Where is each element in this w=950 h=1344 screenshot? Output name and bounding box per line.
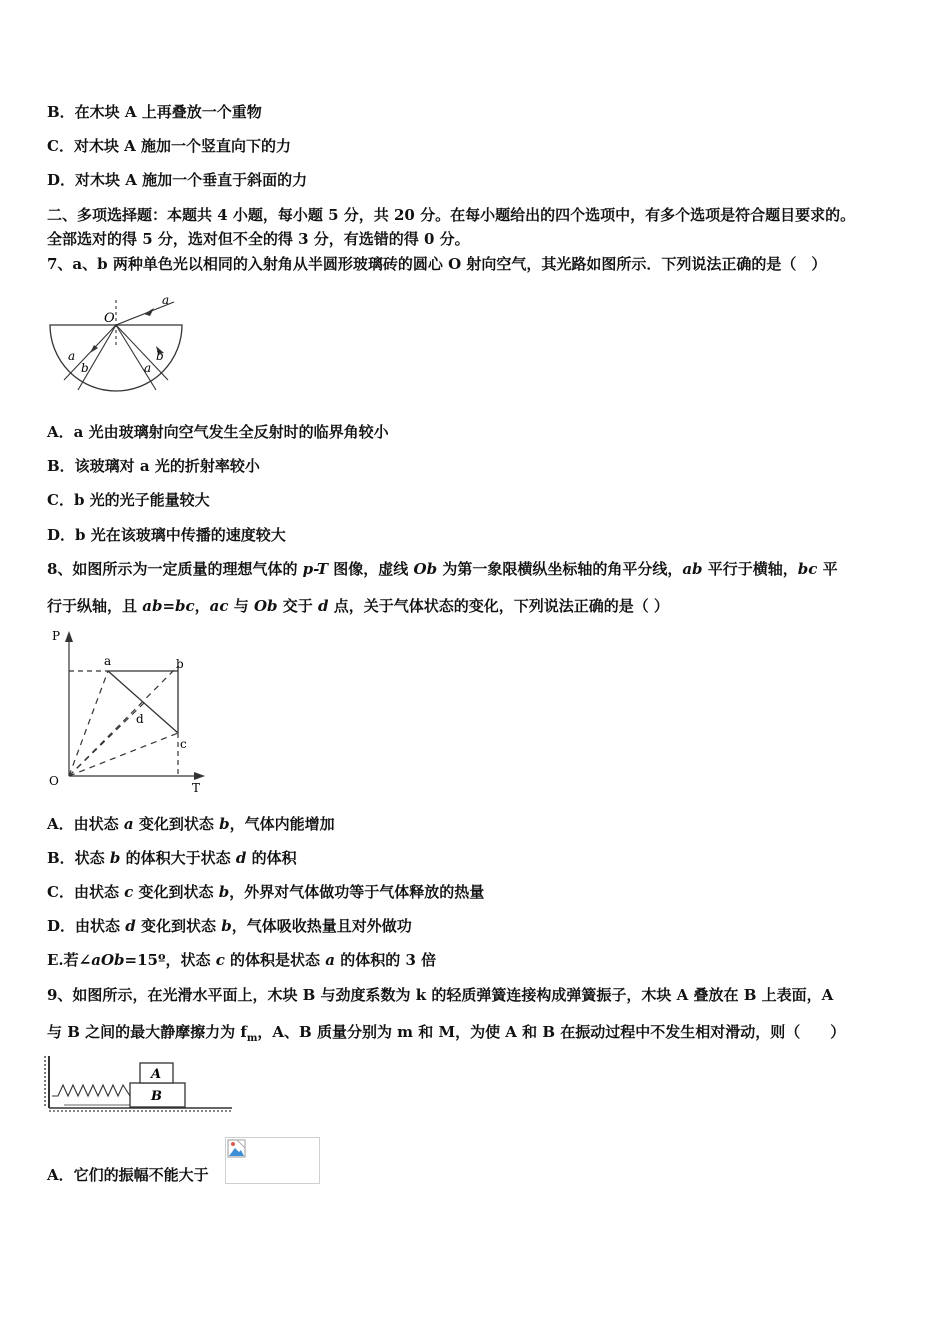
text: C．对木块 (47, 137, 125, 155)
ray (78, 325, 116, 390)
text: 的体积 (246, 849, 297, 867)
option-d-prev (47, 170, 307, 190)
text: 的体积大于状态 (120, 849, 236, 867)
q7-option-d: D．b 光在该玻璃中传播的速度较大 (47, 526, 286, 544)
arrow (90, 345, 98, 353)
point-c-label: c (180, 737, 187, 751)
text: Ob (253, 597, 278, 615)
text: ac (209, 597, 229, 615)
text: 的体积是状态 (224, 951, 326, 969)
figure-8-pt-diagram (44, 628, 214, 796)
label-b: b (156, 349, 164, 363)
text: c (215, 951, 225, 969)
subscript: m (246, 1033, 258, 1044)
text: aOb (91, 951, 125, 969)
q8-option-d (47, 916, 412, 936)
text: b (109, 849, 121, 867)
point-b-label: b (176, 657, 184, 671)
text: A (125, 171, 137, 189)
spring (52, 1085, 130, 1096)
text: A (124, 103, 137, 121)
arrow (144, 308, 154, 316)
text: p-T (302, 560, 329, 578)
text: 平 (817, 560, 838, 578)
question-9-line1: 9、如图所示，在光滑水平面上，木块 B 与劲度系数为 k 的轻质弹簧连接构成弹簧振子，木块 A 叠放在 B 上表面，A (47, 986, 834, 1004)
text: 射向空气，其光路如图所示．下列说法正确的是（ ） (461, 255, 827, 273)
axis-label-p: P (52, 629, 61, 643)
text: D．由状态 (47, 917, 126, 935)
arrow (65, 631, 73, 642)
text: 7、a、b 两种单色光以相同的入射角从半圆形玻璃砖的圆心 (47, 255, 449, 273)
text: D．对木块 (47, 171, 126, 189)
ray (116, 325, 156, 390)
q7-option-c: C．b 光的光子能量较大 (47, 491, 210, 509)
broken-image-placeholder (225, 1137, 320, 1184)
broken-image-icon (227, 1139, 247, 1159)
text: c (124, 883, 134, 901)
option-b-prev (47, 102, 262, 122)
axis-label-t: T (192, 781, 201, 795)
point-a-label: a (104, 654, 112, 668)
text: d (317, 597, 329, 615)
text: 8、如图所示为一定质量的理想气体的 (47, 560, 303, 578)
question-8-line2 (47, 596, 669, 616)
text: d (125, 917, 136, 935)
text: 的体积的 3 倍 (335, 951, 437, 969)
text: =15º，状态 (124, 951, 216, 969)
text: 为第一象限横纵坐标轴的角平分线， (437, 560, 683, 578)
text: 图像，虚线 (328, 560, 414, 578)
label-a: a (162, 293, 170, 307)
q7-option-b: B．该玻璃对 a 光的折射率较小 (47, 457, 260, 475)
text: 施加一个竖直向下的力 (135, 137, 292, 155)
section-heading: 二、多项选择题：本题共 4 小题，每小题 5 分，共 20 分。在每小题给出的四个选项中，有多个选项是符合题目要求的。 (47, 206, 856, 224)
text: 平行于横轴， (702, 560, 798, 578)
question-7 (47, 254, 826, 274)
dashed-od (69, 703, 144, 776)
text: ，外界对气体做功等于气体释放的热量 (229, 883, 485, 901)
q8-option-a (47, 814, 335, 834)
label-a: a (68, 349, 76, 363)
text: b (221, 917, 232, 935)
text: O (448, 255, 462, 273)
figure-9-spring-blocks (44, 1054, 234, 1114)
text: a (123, 815, 134, 833)
label-o: O (104, 311, 115, 326)
section-heading-cont: 全部选对的得 5 分，选对但不全的得 3 分，有选错的得 0 分。 (47, 230, 470, 248)
text: ab=bc (142, 597, 195, 615)
text: 变化到状态 (133, 883, 219, 901)
figure-7-semicircle (44, 292, 189, 397)
text: ，气体内能增加 (229, 815, 335, 833)
label-a: a (144, 361, 152, 375)
q8-option-c (47, 882, 484, 902)
text: 施加一个垂直于斜面的力 (136, 171, 308, 189)
text: B．在木块 (47, 103, 125, 121)
text: A (124, 137, 136, 155)
label-b: b (81, 361, 89, 375)
text: b (218, 883, 230, 901)
dashed-oc (69, 733, 178, 776)
text: C．由状态 (47, 883, 125, 901)
text: 与 B 之间的最大静摩擦力为 f (47, 1023, 247, 1041)
origin-label: O (49, 774, 59, 788)
text: 变化到状态 (133, 815, 220, 833)
q7-option-a: A．a 光由玻璃射向空气发生全反射时的临界角较小 (47, 423, 389, 441)
question-8-line1 (47, 559, 838, 579)
q9-option-a: A．它们的振幅不能大于 (47, 1166, 209, 1184)
arrow (194, 772, 205, 780)
text: ，A、B 质量分别为 m 和 M，为使 A 和 B 在振动过程中不发生相对滑动，则（ ） (257, 1023, 846, 1041)
text: b (219, 815, 230, 833)
text: 变化到状态 (135, 917, 222, 935)
text: 与 (228, 597, 254, 615)
text: E.若∠ (47, 951, 92, 969)
question-9-line2 (47, 1022, 845, 1049)
text: 行于纵轴，且 (47, 597, 143, 615)
text: ab (682, 560, 703, 578)
dashed-oa (69, 671, 108, 776)
text: 上再叠放一个重物 (136, 103, 262, 121)
option-c-prev (47, 136, 291, 156)
q8-option-b (47, 848, 297, 868)
text: d (235, 849, 247, 867)
q8-option-e (47, 950, 436, 970)
text: ， (194, 597, 210, 615)
block-b-label: B (151, 1089, 162, 1104)
text: B．状态 (47, 849, 110, 867)
text: Ob (413, 560, 438, 578)
text: A．由状态 (47, 815, 124, 833)
text: ，气体吸收热量且对外做功 (231, 917, 412, 935)
text: 交于 (277, 597, 318, 615)
text: bc (797, 560, 818, 578)
block-a-label: A (151, 1067, 162, 1082)
text: 点，关于气体状态的变化，下列说法正确的是（ ） (328, 597, 669, 615)
text: a (325, 951, 336, 969)
point-d-label: d (136, 712, 144, 726)
